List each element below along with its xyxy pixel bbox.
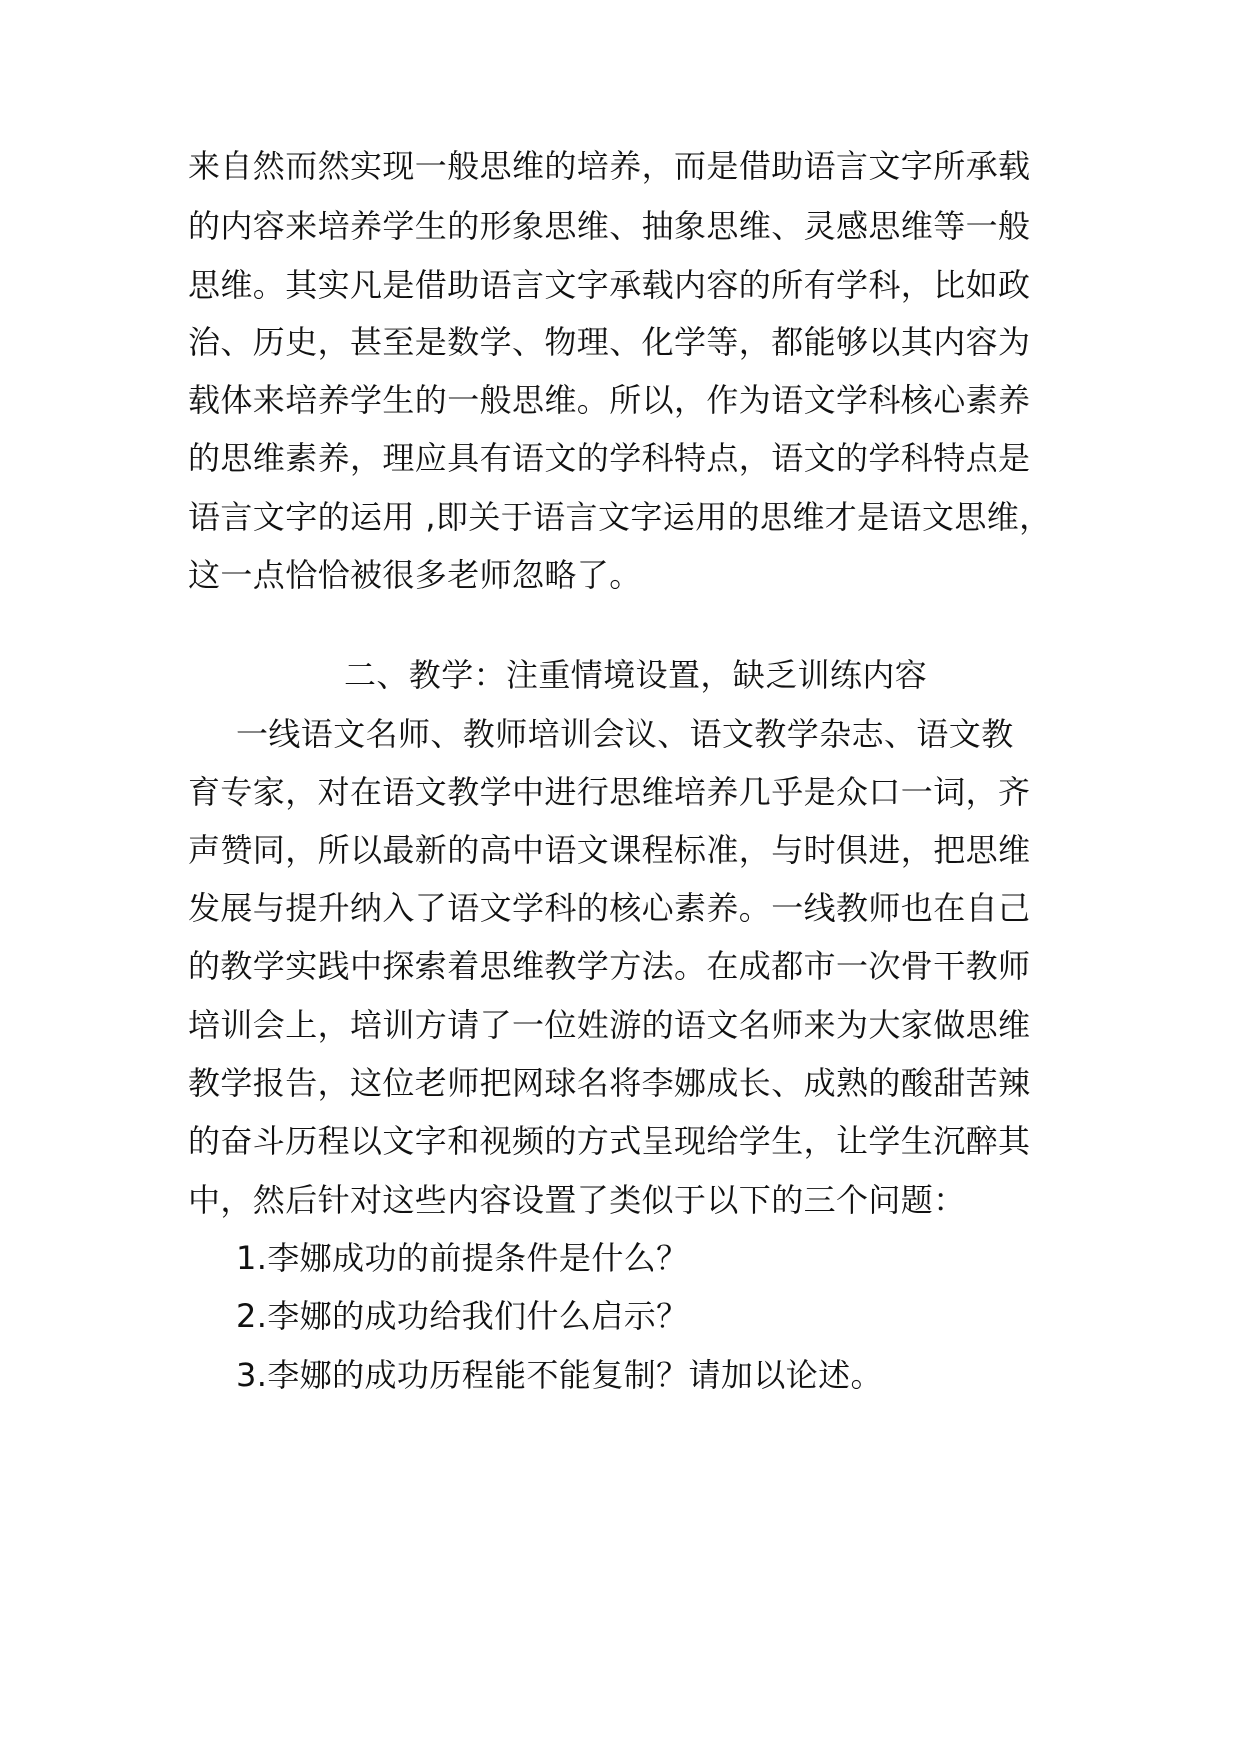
paragraph-2-line: 发展与提升纳入了语文学科的核心素养。一线教师也在自己 bbox=[188, 889, 1031, 927]
paragraph-1-line: 治、历史，甚至是数学、物理、化学等，都能够以其内容为 bbox=[188, 323, 1031, 361]
paragraph-2-line: 育专家，对在语文教学中进行思维培养几乎是众口一词，齐 bbox=[188, 773, 1031, 811]
paragraph-2-line: 声赞同，所以最新的高中语文课程标准，与时俱进，把思维 bbox=[188, 831, 1031, 869]
paragraph-2-line: 中，然后针对这些内容设置了类似于以下的三个问题： bbox=[188, 1181, 966, 1219]
paragraph-2-line: 培训会上，培训方请了一位姓游的语文名师来为大家做思维 bbox=[188, 1006, 1031, 1044]
paragraph-2-line: 的教学实践中探索着思维教学方法。在成都市一次骨干教师 bbox=[188, 947, 1031, 985]
paragraph-2-line: 教学报告，这位老师把网球名将李娜成长、成熟的酸甜苦辣 bbox=[188, 1064, 1031, 1102]
paragraph-1-line: 来自然而然实现一般思维的培养，而是借助语言文字所承载 bbox=[188, 147, 1031, 185]
paragraph-2-line: 的奋斗历程以文字和视频的方式呈现给学生，让学生沉醉其 bbox=[188, 1122, 1031, 1160]
paragraph-1-line: 思维。其实凡是借助语言文字承载内容的所有学科，比如政 bbox=[188, 266, 1031, 304]
question-item: 1.李娜成功的前提条件是什么？ bbox=[236, 1239, 689, 1277]
paragraph-1-line: 的内容来培养学生的形象思维、抽象思维、灵感思维等一般 bbox=[188, 207, 1031, 245]
paragraph-1-line: 载体来培养学生的一般思维。所以，作为语文学科核心素养 bbox=[188, 381, 1031, 419]
question-item: 2.李娜的成功给我们什么启示？ bbox=[236, 1297, 689, 1335]
section-heading: 二、教学：注重情境设置，缺乏训练内容 bbox=[344, 656, 928, 694]
paragraph-1-line: 的思维素养，理应具有语文的学科特点，语文的学科特点是 bbox=[188, 439, 1031, 477]
paragraph-1-line: 语言文字的运用 ,即关于语言文字运用的思维才是语文思维， bbox=[188, 498, 1052, 536]
question-item: 3.李娜的成功历程能不能复制？请加以论述。 bbox=[236, 1356, 883, 1394]
paragraph-1-line: 这一点恰恰被很多老师忽略了。 bbox=[188, 556, 642, 594]
paragraph-2-line: 一线语文名师、教师培训会议、语文教学杂志、语文教 bbox=[236, 715, 1014, 753]
